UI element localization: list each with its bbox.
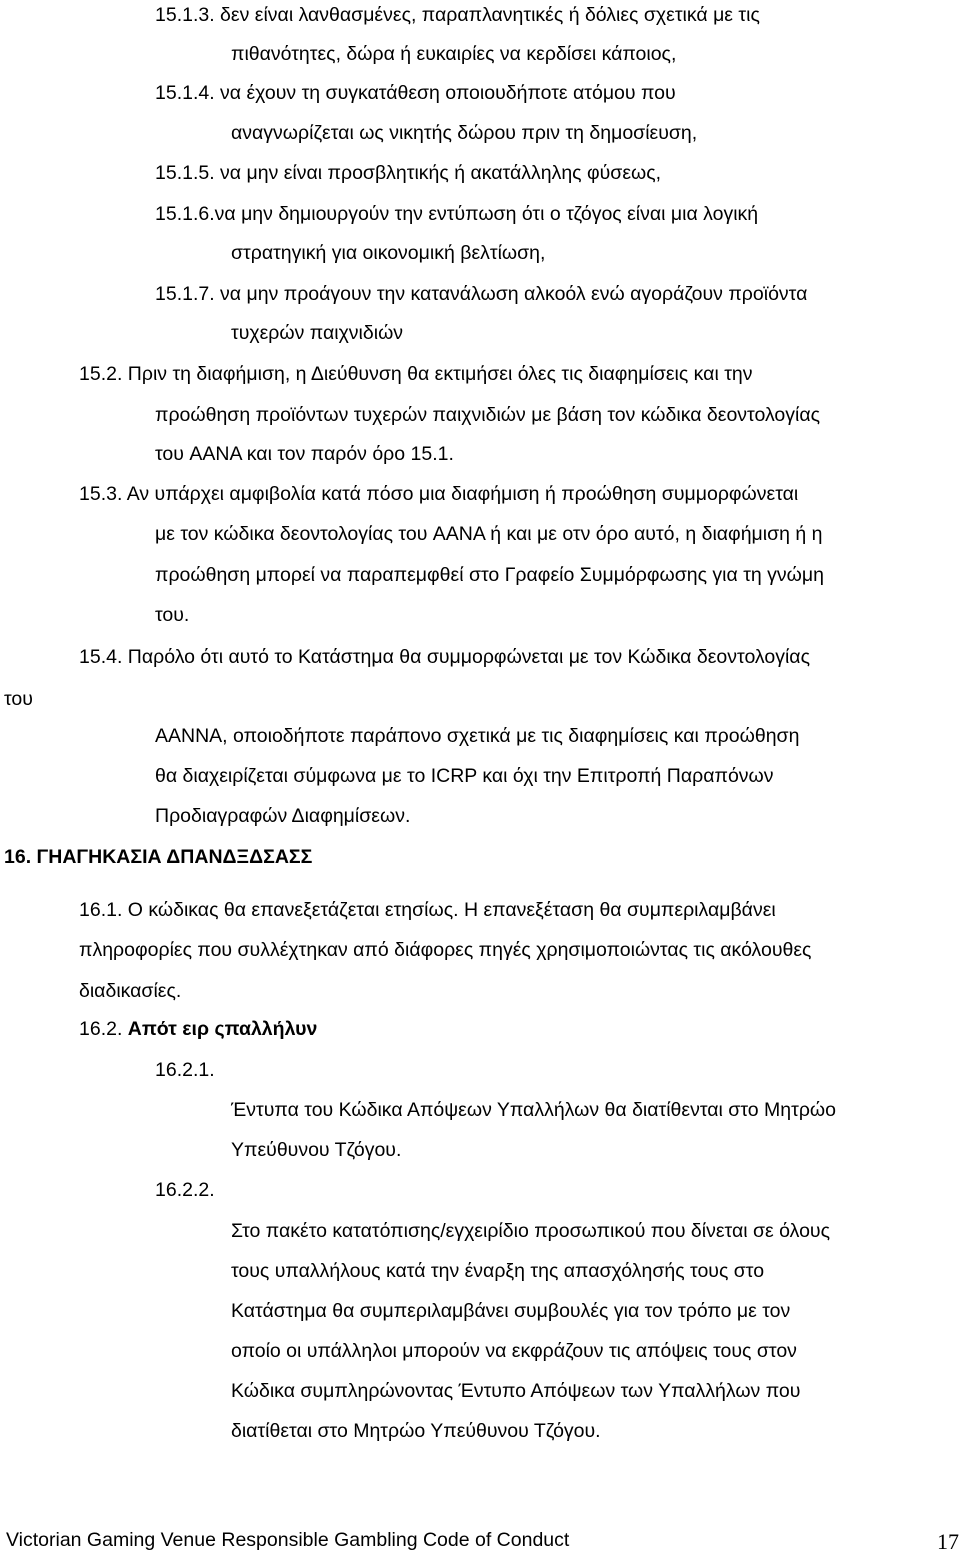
- text-line: προώθηση μπορεί να παραπεμφθεί στο Γραφείο Συμμόρφωσης για τη γνώμη: [155, 564, 824, 586]
- text-line: στρατηγική για οικονομική βελτίωση,: [231, 242, 546, 264]
- text-line: 15.1.6.να μην δημιουργούν την εντύπωση ότι ο τζόγος είναι μια λογική: [155, 203, 759, 225]
- text-line: 15.3. Αν υπάρχει αμφιβολία κατά πόσο μια διαφήμιση ή προώθηση συμμορφώνεται: [79, 483, 799, 505]
- text-line: Έντυπα του Κώδικα Απόψεων Υπαλλήλων θα διατίθενται στο Μητρώο: [231, 1099, 836, 1121]
- text-line: 15.1.5. να μην είναι προσβλητικής ή ακατάλληλης φύσεως,: [155, 162, 662, 184]
- text-line: θα διαχειρίζεται σύμφωνα με το ICRP και όχι την Επιτροπή Παραπόνων: [155, 765, 774, 787]
- text-line: πληροφορίες που συλλέχτηκαν από διάφορες πηγές χρησιμοποιώντας τις ακόλουθες: [79, 939, 812, 961]
- text-line: πιθανότητες, δώρα ή ευκαιρίες να κερδίσει κάποιος,: [231, 43, 677, 65]
- text-line: αναγνωρίζεται ως νικητής δώρου πριν τη δημοσίευση,: [231, 122, 698, 144]
- text-line: διατίθεται στο Μητρώο Υπεύθυνου Τζόγου.: [231, 1420, 601, 1442]
- text-line: Υπεύθυνου Τζόγου.: [231, 1139, 402, 1161]
- text-line: Στο πακέτο κατατόπισης/εγχειρίδιο προσωπικού που δίνεται σε όλους: [231, 1220, 830, 1242]
- text-line: προώθηση προϊόντων τυχερών παιχνιδιών με βάση τον κώδικα δεοντολογίας: [155, 404, 820, 426]
- text-line: 15.2. Πριν τη διαφήμιση, η Διεύθυνση θα εκτιμήσει όλες τις διαφημίσεις και την: [79, 363, 753, 385]
- page-number: 17: [937, 1529, 959, 1554]
- text-line: 15.1.7. να μην προάγουν την κατανάλωση αλκοόλ ενώ αγοράζουν προϊόντα: [155, 283, 808, 305]
- text-line: 15.1.4. να έχουν τη συγκατάθεση οποιουδήποτε ατόμου που: [155, 82, 676, 104]
- footer-title: Victorian Gaming Venue Responsible Gambling Code of Conduct: [6, 1529, 570, 1551]
- text-line: 16.1. Ο κώδικας θα επανεξετάζεται ετησίως. Η επανεξέταση θα συμπεριλαμβάνει: [79, 899, 776, 921]
- text-line: οποίο οι υπάλληλοι μπορούν να εκφράζουν τις απόψεις τους στον: [231, 1340, 797, 1362]
- text-line: του AANA και τον παρόν όρο 15.1.: [155, 443, 454, 465]
- subsection-heading-text: [79, 1018, 317, 1040]
- text-line: του.: [155, 604, 190, 626]
- subsection-title: Απότ ειρ ςπαλλήλυν: [127, 1018, 318, 1040]
- text-line: 15.1.3. δεν είναι λανθασμένες, παραπλανητικές ή δόλιες σχετικά με τις: [155, 4, 760, 26]
- subsection-number: 16.2.: [79, 1018, 128, 1040]
- text-line: 16.2.2.: [155, 1179, 215, 1201]
- subsection-heading: [79, 1017, 317, 1041]
- text-line: Κώδικα συμπληρώνοντας Έντυπο Απόψεων των Υπαλλήλων που: [231, 1380, 801, 1402]
- text-line: τους υπαλλήλους κατά την έναρξη της απασχόλησής τους στο: [231, 1260, 765, 1282]
- text-line: με τον κώδικα δεοντολογίας του AANA ή και με οτν όρο αυτό, η διαφήμιση ή η: [155, 523, 823, 545]
- text-line: Προδιαγραφών Διαφημίσεων.: [155, 805, 411, 827]
- text-line: διαδικασίες.: [79, 980, 182, 1002]
- text-line: 15.4. Παρόλο ότι αυτό το Κατάστημα θα συμμορφώνεται με τον Κώδικα δεοντολογίας: [79, 646, 810, 668]
- text-line: 16.2.1.: [155, 1059, 215, 1081]
- text-line: του: [4, 688, 33, 710]
- text-line: Κατάστημα θα συμπεριλαμβάνει συμβουλές για τον τρόπο με τον: [231, 1300, 791, 1322]
- text-line: τυχερών παιχνιδιών: [231, 322, 404, 344]
- text-line: AANNA, οποιοδήποτε παράπονο σχετικά με τις διαφημίσεις και προώθηση: [155, 725, 800, 747]
- section-heading: 16. ΓΗΑΓΗΚΑΣΙΑ ΔΠΑΝΔΞΔΣΑΣΣ: [4, 846, 313, 868]
